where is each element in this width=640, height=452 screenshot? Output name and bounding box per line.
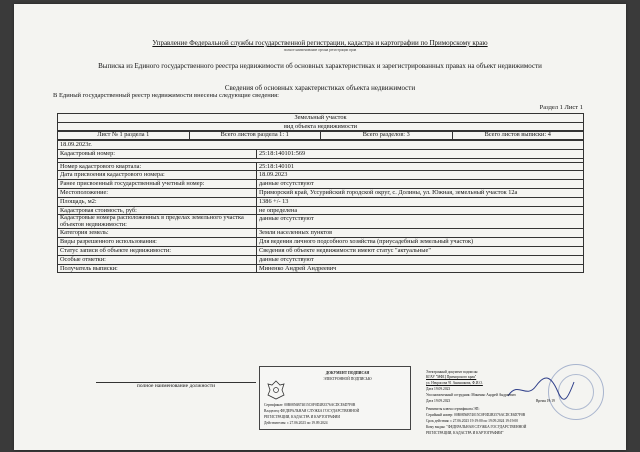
sheet-info-table: [57, 130, 584, 140]
characteristics-table: [57, 140, 584, 273]
coat-of-arms-icon: [266, 379, 286, 401]
table-row: Виды разрешенного использования: Для ведения личного подсобного хозяйства (приусадебный земельный участок): [58, 238, 584, 247]
cadastral-number-value: 25:18:140101:569: [257, 149, 584, 158]
sig-line-7: Реквизиты ключа сертификата ЭП:: [426, 407, 480, 411]
stamp-subtitle: ЭЛЕКТРОННОЙ ПОДПИСЬЮ: [323, 377, 372, 381]
table-row: Получатель выписки: Миненко Андрей Андреевич: [58, 264, 584, 273]
table-row: Особые отметки: данные отсутствуют: [58, 255, 584, 264]
sig-line-8: Серийный номер: 00B0856B74015C0F0D2B3576ACDCE6D7F0B: [426, 413, 526, 417]
sig-line-5: Уполномоченный сотрудник: Миненко Андрей Андреевич: [426, 393, 516, 397]
sheets-in-section: Всего листов раздела 1: 1: [189, 131, 321, 140]
object-type-table: [57, 113, 584, 132]
sig-line-3: ул. Некрасова 91 Аниншкова, Ф.И.О.: [426, 381, 483, 385]
stamp-cert: Сертификат: 00B0856B74015C0F0D2B3576ACDCE6D7F0B: [264, 403, 356, 407]
sig-line-2: КГАУ "МФЦ Приморского края": [426, 375, 477, 379]
table-row: Площадь, м2: 1386 +/- 13: [58, 197, 584, 206]
section-label: Раздел 1 Лист 1: [539, 104, 583, 111]
table-row: Номер кадастрового квартала: 25:18:140101: [58, 162, 584, 171]
sheets-total: Всего листов выписки: 4: [452, 131, 584, 140]
sig-line-11: РЕГИСТРАЦИИ, КАДАСТРА И КАРТОГРАФИИ": [426, 431, 504, 435]
sheet-number: Лист № 1 раздела 1: [58, 131, 190, 140]
table-row: Дата присвоения кадастрового номера: 18.09.2023: [58, 171, 584, 180]
table-row: Ранее присвоенный государственный учетный номер: данные отсутствуют: [58, 180, 584, 189]
extract-date: 18.09.2023г.: [58, 141, 584, 150]
section-title: Сведения об основных характеристиках объекта недвижимости: [224, 84, 416, 92]
stamp-title: ДОКУМЕНТ ПОДПИСАН: [325, 371, 370, 375]
extract-title: Выписка из Единого государственного реестра недвижимости об основных характеристиках и зарегистрированных правах на объект недвижимости: [98, 62, 542, 70]
document-sheet: [14, 4, 626, 450]
authority-caption: полное наименование органа регистрации прав: [283, 48, 357, 52]
table-row: Местоположение: Приморский край, Уссурийский городской округ, с. Долины, ул. Южная, земельный участок 12а: [58, 188, 584, 197]
table-row: Статус записи об объекте недвижимости: Сведения об объекте недвижимости имеют статус "актуальные": [58, 246, 584, 255]
sig-line-6: Дата 19.09.2023: [426, 399, 451, 403]
e-signature-stamp: [259, 366, 411, 430]
cadastral-number-label: Кадастровый номер:: [58, 149, 257, 158]
mfc-signature-block: [426, 366, 616, 450]
object-caption: вид объекта недвижимости: [58, 122, 584, 131]
stamp-owner: Владелец: ФЕДЕРАЛЬНАЯ СЛУЖБА ГОСУДАРСТВЕННОЙ: [264, 409, 360, 413]
sig-time: Время 19:19: [536, 399, 555, 403]
table-row: Кадастровые номера расположенных в пределах земельного участка объектов недвижимости: данные отсутствуют: [58, 215, 584, 229]
sig-line-10: Кому выдан: "ФЕДЕРАЛЬНАЯ СЛУЖБА ГОСУДАРСТВЕННОЙ: [426, 425, 527, 429]
intro-text: В Единый государственный реестр недвижимости внесены следующие сведения:: [53, 92, 279, 99]
object-name: Земельный участок: [58, 114, 584, 123]
sig-line-1: Электронный документ подписан: [426, 370, 478, 374]
sections-total: Всего разделов: 3: [321, 131, 453, 140]
sig-line-9: Срок действия: с 27.06.2023 19:19:00 по 19.09.2024 19:19:00: [426, 419, 519, 423]
position-caption: полное наименование должности: [96, 382, 256, 389]
stamp-valid: Действителен: с 27.06.2023 по 19.09.2024: [264, 421, 328, 425]
authority-title: Управление Федеральной службы государственной регистрации, кадастра и картографии по Приморскому краю: [152, 39, 488, 47]
stamp-owner-2: РЕГИСТРАЦИИ, КАДАСТРА И КАРТОГРАФИИ: [264, 415, 340, 419]
sig-line-4: Дата 19.09.2023: [426, 387, 451, 391]
table-row: Категория земель: Земли населенных пунктов: [58, 229, 584, 238]
table-row: Кадастровая стоимость, руб: не определена: [58, 206, 584, 215]
